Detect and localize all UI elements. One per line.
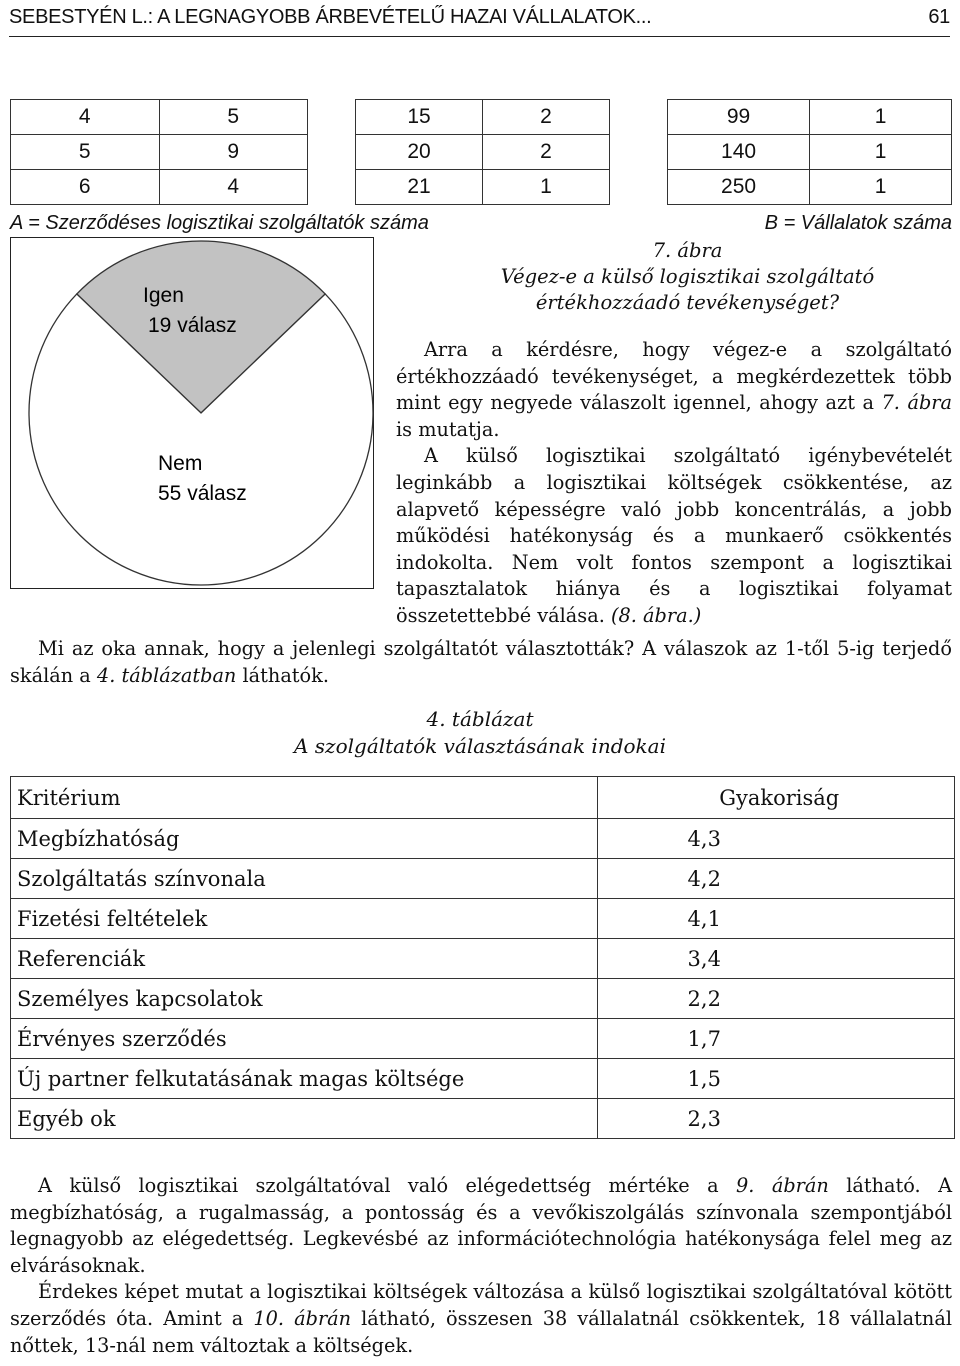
table-row (356, 170, 610, 205)
paragraph-text: látható. A megbízhatóság, a rugalmasság, a pontosság és a vevőkiszolgálás színvonala szempontjából legnagyobb az elégedettség. Legkevésbé az információtechnológia hatékonysága felel meg az elvárásoknak. (10, 1174, 953, 1277)
column-header-criterion: Kritérium (11, 777, 598, 819)
frequency-cell: 1,5 (598, 1059, 955, 1099)
table-cell: 250 (668, 170, 810, 205)
table-cell: 1 (810, 135, 952, 170)
paragraph-text: látható, összesen 38 vállalatnál csökkentek, 18 vállalatnál nőttek, 13-nál nem változtak a költségek. (10, 1306, 952, 1357)
table-row (668, 100, 952, 135)
table-row (11, 939, 955, 979)
table-row (668, 170, 952, 205)
slice-label-nem: Nem (158, 452, 203, 475)
table-cell: 2 (483, 135, 610, 170)
table-cell: 5 (159, 100, 308, 135)
header-rule (9, 36, 950, 37)
data-table-a (10, 99, 308, 205)
figure-number: 7. ábra (652, 239, 723, 262)
paragraph-text: A külső logisztikai szolgáltatóval való elégedettség mértéke a (38, 1174, 737, 1197)
paragraph-text: is mutatja. (396, 417, 500, 441)
figure-reference: 9. ábrán (736, 1174, 829, 1197)
table-cell: 99 (668, 100, 810, 135)
frequency-cell: 4,3 (598, 819, 955, 859)
data-table-b (667, 99, 952, 205)
table-reference: 4. táblázatban (96, 663, 237, 687)
table-cell: 140 (668, 135, 810, 170)
table-number: 4. táblázat (426, 707, 534, 731)
frequency-cell: 1,7 (598, 1019, 955, 1059)
table-row (356, 135, 610, 170)
table-row (11, 859, 955, 899)
figure-title-line1: Végez-e a külső logisztikai szolgáltató (500, 265, 875, 288)
slice-label-igen: Igen (143, 284, 184, 307)
table-header-row (11, 777, 955, 819)
paragraph-text: Arra a kérdésre, hogy végez-e a szolgáltató értékhozzáadó tevékenységet, a megkérdezettek több mint egy negyede válaszolt igennel, ahogy azt a (396, 338, 952, 415)
running-title: SEBESTYÉN L.: A LEGNAGYOBB ÁRBEVÉTELŰ HAZAI VÁLLALATOK... (9, 6, 652, 28)
figure-reference: 7. ábra (881, 391, 952, 415)
page-number: 61 (928, 6, 950, 28)
table-cell: 9 (159, 135, 308, 170)
table-row (11, 979, 955, 1019)
table-row (11, 1059, 955, 1099)
paragraph-text: láthatók. (236, 663, 329, 687)
criterion-cell: Személyes kapcsolatok (11, 979, 598, 1019)
legend-a: A = Szerződéses logisztikai szolgáltatók száma (10, 212, 429, 234)
criterion-cell: Érvényes szerződés (11, 1019, 598, 1059)
figure-title-line2: értékhozzáadó tevékenységet? (535, 291, 840, 314)
table-cell: 6 (11, 170, 160, 205)
table-row (356, 100, 610, 135)
figure-reference: (8. ábra.) (610, 603, 702, 627)
paragraph-text: Érdekes képet mutat a logisztikai költségek változása a külső logisztikai szolgáltatóval kötött szerződés óta. Amint a (10, 1280, 952, 1330)
table-cell: 15 (356, 100, 483, 135)
pie-chart-frame (10, 237, 374, 589)
frequency-cell: 2,3 (598, 1099, 955, 1139)
frequency-cell: 2,2 (598, 979, 955, 1019)
body-paragraph-3 (10, 636, 952, 689)
criterion-cell: Szolgáltatás színvonala (11, 859, 598, 899)
table-row (11, 170, 308, 205)
legend-b: B = Vállalatok száma (764, 212, 952, 234)
table-cell: 1 (810, 100, 952, 135)
criterion-cell: Egyéb ok (11, 1099, 598, 1139)
table-cell: 1 (483, 170, 610, 205)
table-row (668, 135, 952, 170)
table-row (11, 899, 955, 939)
table-title: A szolgáltatók választásának indokai (293, 734, 666, 758)
running-header (9, 4, 950, 34)
paragraph-text: A külső logisztikai szolgáltató igénybevételét leginkább a logisztikai költségek csökkentése, az alapvető képességre való jobb koncentrálás, a jobb működési hatékonyság és a munkaerő csökkentés indokolta. Nem volt fontos szempont a logisztikai tapasztalatok hiánya és a logisztikai folyamat összetettebbé válása. (396, 444, 952, 627)
table-cell: 2 (483, 100, 610, 135)
frequency-cell: 3,4 (598, 939, 955, 979)
table-cell: 4 (11, 100, 160, 135)
body-paragraph-1 (396, 337, 952, 630)
table-row (11, 1019, 955, 1059)
figure-reference: 10. ábrán (253, 1306, 352, 1330)
criteria-table (10, 776, 955, 1139)
pie-chart (11, 238, 375, 590)
table-cell: 21 (356, 170, 483, 205)
data-table-mid (355, 99, 610, 205)
criterion-cell: Fizetési feltételek (11, 899, 598, 939)
table-row (11, 100, 308, 135)
table-row (11, 135, 308, 170)
slice-sublabel-nem: 55 válasz (158, 482, 247, 505)
table-cell: 4 (159, 170, 308, 205)
frequency-cell: 4,1 (598, 899, 955, 939)
frequency-cell: 4,2 (598, 859, 955, 899)
criterion-cell: Új partner felkutatásának magas költsége (11, 1059, 598, 1099)
paragraph-text: Mi az oka annak, hogy a jelenlegi szolgáltatót választották? A válaszok az 1-től 5-ig terjedő skálán a (10, 637, 952, 687)
body-paragraph-4 (10, 1173, 952, 1359)
table-cell: 5 (11, 135, 160, 170)
table-cell: 1 (810, 170, 952, 205)
slice-sublabel-igen: 19 válasz (148, 314, 237, 337)
criterion-cell: Referenciák (11, 939, 598, 979)
table-row (11, 1099, 955, 1139)
table-cell: 20 (356, 135, 483, 170)
criterion-cell: Megbízhatóság (11, 819, 598, 859)
column-header-frequency: Gyakoriság (598, 777, 955, 819)
table-row (11, 819, 955, 859)
